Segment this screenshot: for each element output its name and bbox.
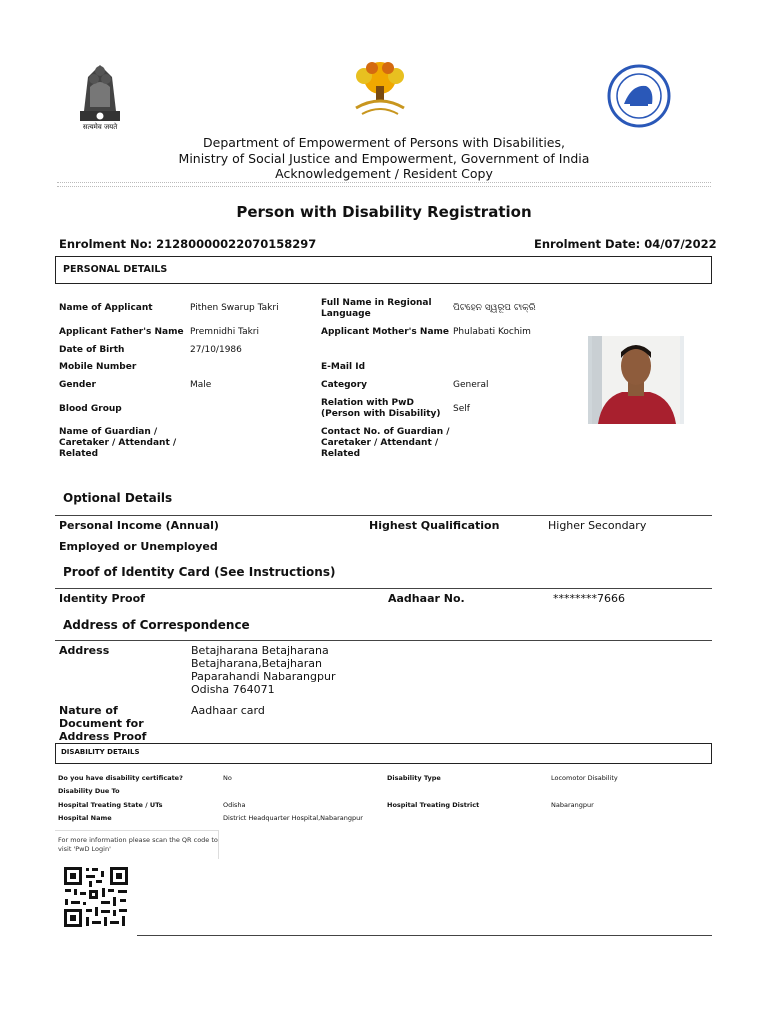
disability-type-label: Disability Type [387,774,441,782]
hospital-state-value: Odisha [223,801,246,809]
guardian-name-label: Name of Guardian / Caretaker / Attendant / Related [59,427,177,459]
address-divider [55,640,712,641]
hospital-state-label: Hospital Treating State / UTs [58,801,163,809]
regional-name-label: Full Name in Regional Language [321,298,432,319]
ministry-line: Ministry of Social Justice and Empowerment, Government of India [178,151,590,166]
address-heading: Address of Correspondence [63,618,250,632]
address-label: Address [59,644,110,657]
gender-label: Gender [59,380,96,390]
emblem-caption: सत्यमेव जयते [82,123,118,131]
applicant-name-label: Name of Applicant [59,303,153,313]
highest-qualification-value: Higher Secondary [548,519,647,532]
acknowledgement-line: Acknowledgement / Resident Copy [275,166,493,181]
certificate-value: No [223,774,232,782]
address-line-1: Betajharana Betajharana [191,644,329,657]
disability-details-header [55,743,712,764]
page-title: Person with Disability Registration [236,203,532,221]
department-line: Department of Empowerment of Persons with Disabilities, [203,135,565,150]
address-line-2: Betajharana,Betajharan [191,657,322,670]
enrolment-date-value: 04/07/2022 [644,237,717,251]
blood-group-label: Blood Group [59,404,122,414]
identity-proof-label: Identity Proof [59,592,145,605]
pwd-login-qr-code[interactable] [63,866,129,928]
dob-value: 27/10/1986 [190,345,242,355]
identity-heading: Proof of Identity Card (See Instructions) [63,565,336,579]
enrolment-number [59,237,316,251]
applicant-name-value: Pithen Swarup Takri [190,303,279,313]
optional-divider [55,515,712,516]
employment-label: Employed or Unemployed [59,540,218,553]
father-name-value: Premnidhi Takri [190,327,259,337]
hospital-name-value: District Headquarter Hospital,Nabarangpur [223,814,363,822]
guardian-contact-label: Contact No. of Guardian / Caretaker / Attendant / Related [321,427,450,459]
certificate-label: Do you have disability certificate? [58,774,183,782]
identity-divider [55,588,712,589]
regional-name-value: ପିଟହେନ ସ୍ୱରୂପ ଟାକ୍ରି [453,303,536,313]
header-divider [57,182,711,183]
enrolment-date [534,237,717,251]
address-value [191,644,335,696]
enrolment-no-label: Enrolment No: [59,237,153,251]
optional-details-heading: Optional Details [63,491,173,505]
email-label: E-Mail Id [321,362,366,372]
hospital-name-label: Hospital Name [58,814,112,822]
relation-value: Self [453,404,470,414]
mother-name-label: Applicant Mother's Name [321,327,449,337]
aadhaar-label: Aadhaar No. [388,592,465,605]
qr-note: For more information please scan the QR code to visit 'PwD Login' [58,836,218,853]
dob-label: Date of Birth [59,345,125,355]
category-value: General [453,380,489,390]
mobile-label: Mobile Number [59,362,137,372]
father-name-label: Applicant Father's Name [59,327,184,337]
personal-details-heading: PERSONAL DETAILS [63,264,168,275]
disability-type-value: Locomotor Disability [551,774,618,782]
gender-value: Male [190,380,212,390]
mother-name-value: Phulabati Kochim [453,327,531,337]
aadhaar-value: ********7666 [553,592,625,605]
address-proof-label: Nature of Document for Address Proof [59,704,147,743]
odisha-govt-seal [604,56,674,136]
enrolment-no-value: 21280000022070158297 [156,237,317,251]
footer-divider [137,935,712,936]
header-divider-2 [57,186,711,187]
personal-income-label: Personal Income (Annual) [59,519,219,532]
address-proof-value: Aadhaar card [191,704,265,717]
address-line-3: Paparahandi Nabarangpur [191,670,336,683]
category-label: Category [321,380,368,390]
relation-label: Relation with PwD (Person with Disability) [321,398,441,419]
sugamya-logo [342,58,418,120]
disability-due-label: Disability Due To [58,787,120,795]
disability-details-heading: DISABILITY DETAILS [61,748,140,756]
enrolment-date-label: Enrolment Date: [534,237,641,251]
hospital-district-value: Nabarangpur [551,801,594,809]
address-line-4: Odisha 764071 [191,683,275,696]
applicant-photo [588,336,684,424]
highest-qualification-label: Highest Qualification [369,519,500,532]
hospital-district-label: Hospital Treating District [387,801,480,809]
